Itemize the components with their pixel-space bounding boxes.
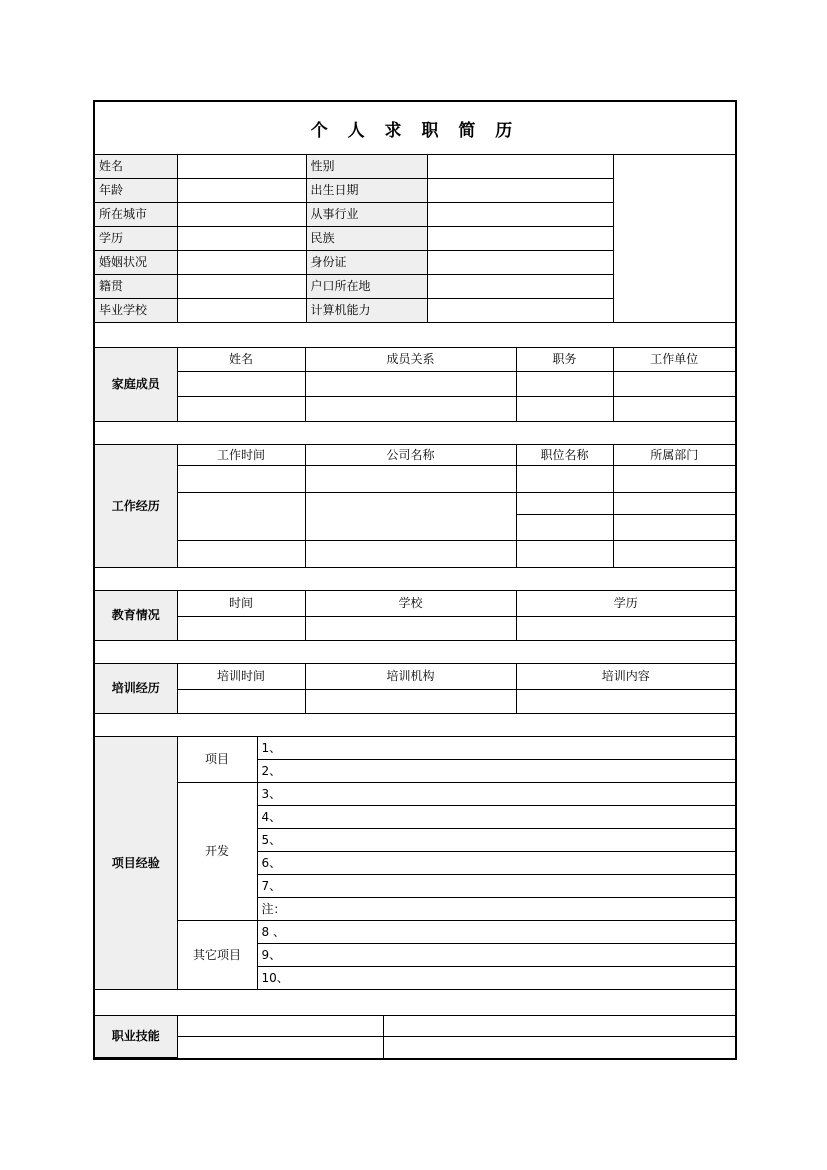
- family-header-position: 职务: [516, 348, 613, 372]
- family-cell[interactable]: [613, 397, 735, 422]
- work-cell[interactable]: [516, 515, 613, 541]
- label-name: 姓名: [95, 155, 177, 179]
- family-header-workunit: 工作单位: [613, 348, 735, 372]
- work-cell[interactable]: [613, 541, 735, 568]
- value-gender[interactable]: [427, 155, 613, 179]
- page-title: 个 人 求 职 简 历: [310, 120, 520, 141]
- project-item-cell[interactable]: 8 、: [257, 921, 735, 944]
- education-cell[interactable]: [177, 617, 305, 641]
- project-experience-table: [95, 736, 735, 990]
- project-group-label-other: 其它项目: [177, 921, 257, 990]
- label-ethnicity: 民族: [306, 227, 427, 251]
- project-note-cell[interactable]: 注：: [257, 898, 735, 921]
- value-native-place[interactable]: [177, 275, 306, 299]
- work-cell[interactable]: [613, 493, 735, 515]
- section-gap: [95, 714, 735, 736]
- work-cell-time[interactable]: [177, 493, 305, 541]
- value-id-number[interactable]: [427, 251, 613, 275]
- skills-cell[interactable]: [383, 1016, 735, 1037]
- work-cell-company[interactable]: [305, 493, 516, 541]
- skills-cell[interactable]: [383, 1037, 735, 1058]
- skills-cell[interactable]: [177, 1016, 383, 1037]
- skills-cell[interactable]: [177, 1037, 383, 1058]
- education-header-degree: 学历: [516, 591, 735, 617]
- family-cell[interactable]: [305, 372, 516, 397]
- work-cell[interactable]: [305, 541, 516, 568]
- photo-cell[interactable]: [613, 155, 735, 323]
- work-header-department: 所属部门: [613, 445, 735, 466]
- family-cell[interactable]: [516, 372, 613, 397]
- section-label-work: 工作经历: [95, 445, 177, 568]
- project-item-cell[interactable]: 9、: [257, 944, 735, 967]
- project-item-cell[interactable]: 5、: [257, 829, 735, 852]
- section-gap: [95, 422, 735, 444]
- work-cell[interactable]: [613, 466, 735, 493]
- label-degree: 学历: [95, 227, 177, 251]
- project-item-cell[interactable]: 6、: [257, 852, 735, 875]
- training-header-institution: 培训机构: [305, 664, 516, 690]
- label-native-place: 籍贯: [95, 275, 177, 299]
- label-graduate-school: 毕业学校: [95, 299, 177, 323]
- education-header-school: 学校: [305, 591, 516, 617]
- value-industry[interactable]: [427, 203, 613, 227]
- work-cell[interactable]: [177, 541, 305, 568]
- family-members-table: [95, 347, 735, 422]
- training-header-content: 培训内容: [516, 664, 735, 690]
- work-header-company: 公司名称: [305, 445, 516, 466]
- value-birthdate[interactable]: [427, 179, 613, 203]
- family-cell[interactable]: [177, 372, 305, 397]
- family-header-name: 姓名: [177, 348, 305, 372]
- personal-info-table: [95, 154, 735, 323]
- label-id-number: 身份证: [306, 251, 427, 275]
- family-cell[interactable]: [613, 372, 735, 397]
- work-header-time: 工作时间: [177, 445, 305, 466]
- value-ethnicity[interactable]: [427, 227, 613, 251]
- label-city: 所在城市: [95, 203, 177, 227]
- family-cell[interactable]: [177, 397, 305, 422]
- work-cell[interactable]: [177, 466, 305, 493]
- work-cell[interactable]: [305, 466, 516, 493]
- education-header-time: 时间: [177, 591, 305, 617]
- section-gap: [95, 641, 735, 663]
- label-household-location: 户口所在地: [306, 275, 427, 299]
- project-item-cell[interactable]: 2、: [257, 760, 735, 783]
- project-item-cell[interactable]: 1、: [257, 737, 735, 760]
- section-gap: [95, 568, 735, 590]
- label-gender: 性别: [306, 155, 427, 179]
- project-item-cell[interactable]: 4、: [257, 806, 735, 829]
- education-table: [95, 590, 735, 641]
- label-industry: 从事行业: [306, 203, 427, 227]
- section-label-projects: 项目经验: [95, 737, 177, 990]
- work-cell[interactable]: [516, 466, 613, 493]
- education-cell[interactable]: [516, 617, 735, 641]
- value-name[interactable]: [177, 155, 306, 179]
- section-label-training: 培训经历: [95, 664, 177, 714]
- section-label-education: 教育情况: [95, 591, 177, 641]
- value-marital-status[interactable]: [177, 251, 306, 275]
- label-birthdate: 出生日期: [306, 179, 427, 203]
- project-item-cell[interactable]: 10、: [257, 967, 735, 990]
- project-group-label-project: 项目: [177, 737, 257, 783]
- label-computer-skill: 计算机能力: [306, 299, 427, 323]
- family-header-relation: 成员关系: [305, 348, 516, 372]
- value-household-location[interactable]: [427, 275, 613, 299]
- training-header-time: 培训时间: [177, 664, 305, 690]
- family-cell[interactable]: [516, 397, 613, 422]
- value-city[interactable]: [177, 203, 306, 227]
- training-cell[interactable]: [177, 690, 305, 714]
- section-gap: [95, 990, 735, 1015]
- value-computer-skill[interactable]: [427, 299, 613, 323]
- label-age: 年龄: [95, 179, 177, 203]
- work-cell[interactable]: [516, 493, 613, 515]
- work-experience-table: [95, 444, 735, 568]
- project-group-label-development: 开发: [177, 783, 257, 921]
- work-cell[interactable]: [613, 515, 735, 541]
- value-degree[interactable]: [177, 227, 306, 251]
- professional-skills-table: [95, 1015, 735, 1058]
- work-cell[interactable]: [516, 541, 613, 568]
- training-table: [95, 663, 735, 714]
- section-label-skills: 职业技能: [95, 1016, 177, 1058]
- training-cell[interactable]: [305, 690, 516, 714]
- section-label-family: 家庭成员: [95, 348, 177, 422]
- section-gap: [95, 323, 735, 347]
- resume-form: [93, 100, 737, 1060]
- family-cell[interactable]: [305, 397, 516, 422]
- work-header-position: 职位名称: [516, 445, 613, 466]
- label-marital-status: 婚姻状况: [95, 251, 177, 275]
- project-item-cell[interactable]: 7、: [257, 875, 735, 898]
- education-cell[interactable]: [305, 617, 516, 641]
- training-cell[interactable]: [516, 690, 735, 714]
- value-graduate-school[interactable]: [177, 299, 306, 323]
- value-age[interactable]: [177, 179, 306, 203]
- project-item-cell[interactable]: 3、: [257, 783, 735, 806]
